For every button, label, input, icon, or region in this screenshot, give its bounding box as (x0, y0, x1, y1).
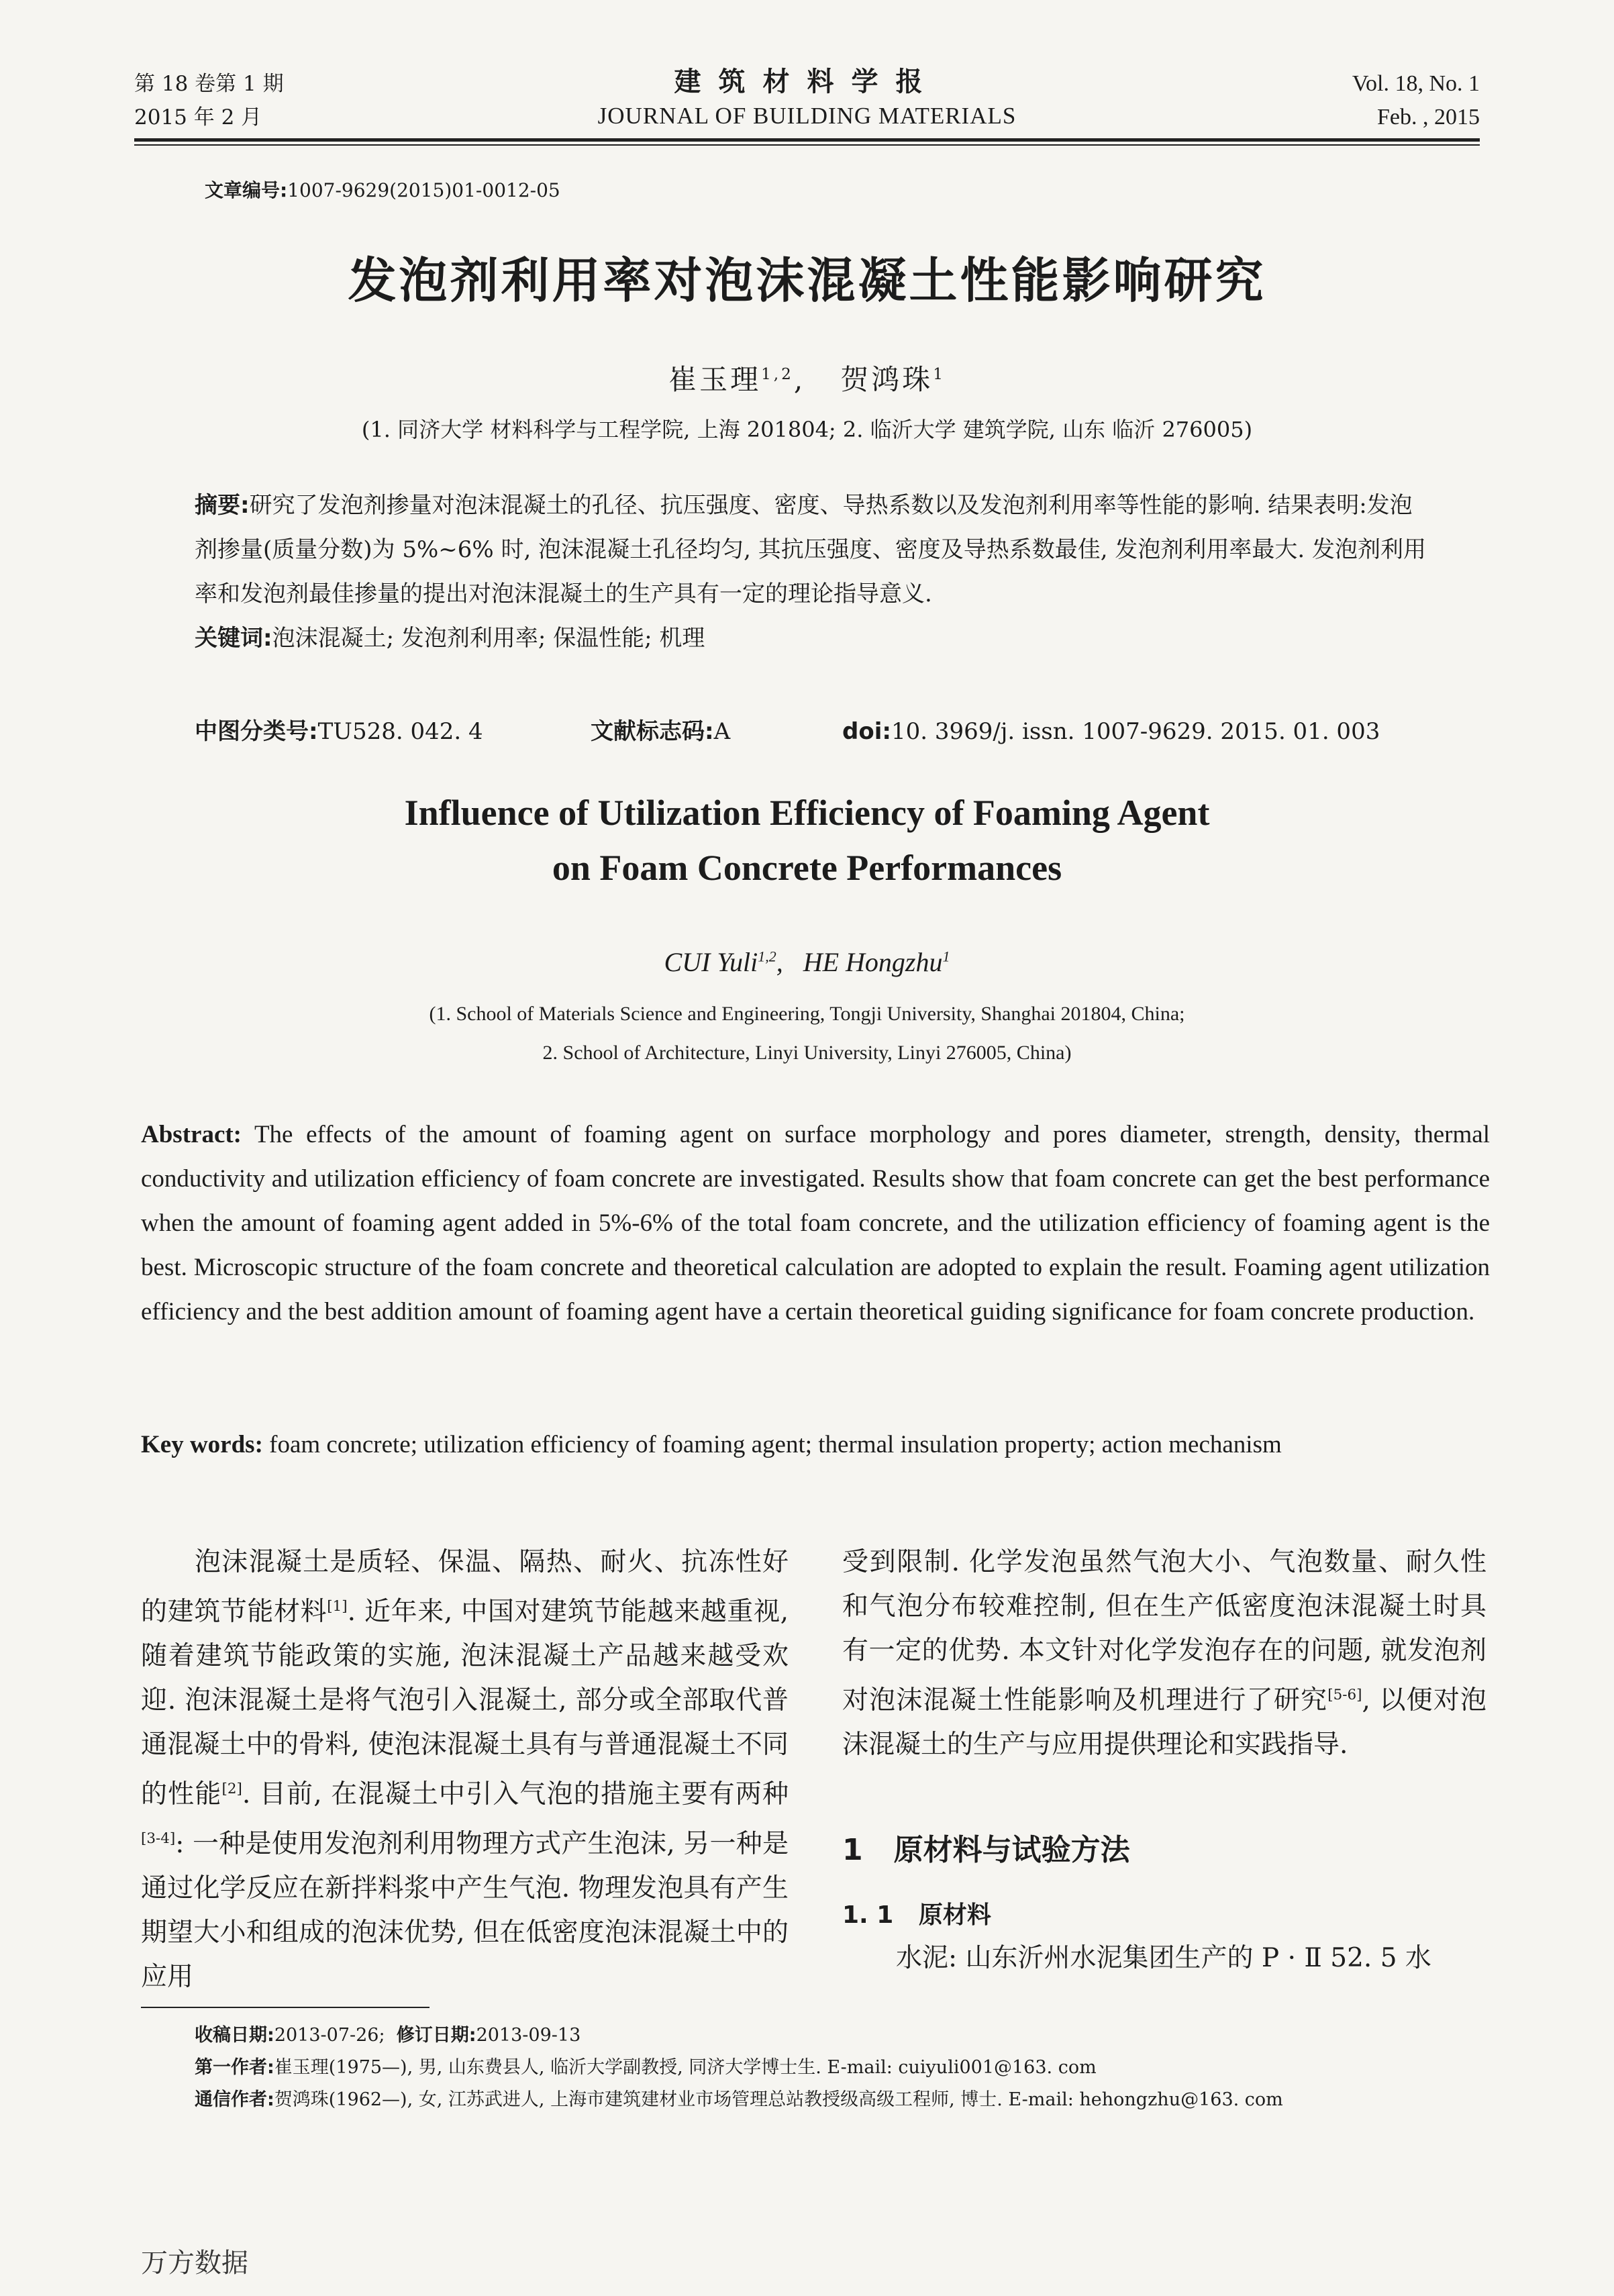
header-volume-en (1352, 67, 1480, 134)
header-rule-thin (134, 144, 1480, 146)
revised-date: 2013-09-13 (476, 2025, 581, 2046)
body-text: 受到限制. 化学发泡虽然气泡大小、气泡数量、耐久性和气泡分布较难控制, 但在生产低密度泡沫混凝土时具有一定的优势. 本文针对化学发泡存在的问题, 就发泡剂对泡沫混凝土性能影响及机理进行了研究 (842, 1547, 1486, 1715)
body-left-column (141, 1540, 789, 1999)
doi (842, 718, 1380, 745)
title-en-line2: on Foam Concrete Performances (552, 848, 1062, 888)
section-1-1-number: 1. 1 (842, 1901, 894, 1929)
abstract-cn (195, 483, 1426, 660)
clc-label: 中图分类号: (195, 718, 318, 745)
body-text: , 以便对泡沫混凝土的生产与应用提供理论和实践指导. (842, 1685, 1486, 1760)
abstract-en-text: The effects of the amount of foaming agent on surface morphology and pores diameter, strength, density, thermal conductivity and utilization efficiency of foam concrete are investigated. Results show that foam concrete can get the best performance when the amount of foaming agent added in 5%-6% of the total foam concrete, and the utilization efficiency of foaming agent is the best. Microscopic structure of the foam concrete and theoretical calculation are adopted to explain the result. Foaming agent utilization efficiency and the best addition amount of foaming agent have a certain theoretical guiding significance for foam concrete production. (141, 1121, 1490, 1326)
doi-value: 10. 3969/j. issn. 1007-9629. 2015. 01. 003 (891, 718, 1380, 745)
classification-row (195, 713, 1380, 746)
author-1-en-sup: 1,2 (758, 948, 776, 965)
section-1-1-heading (842, 1896, 991, 1930)
author-2-en: HE Hongzhu (803, 947, 943, 977)
abstract-cn-text: 研究了发泡剂掺量对泡沫混凝土的孔径、抗压强度、密度、导热系数以及发泡剂利用率等性能的影响. 结果表明:发泡剂掺量(质量分数)为 5%~6% 时, 泡沫混凝土孔径均匀, 其抗压强度、密度及导热系数最佳, 发泡剂利用率最大. 发泡剂利用率和发泡剂最佳掺量的提出对泡沫混凝土的生产具有一定的理论指导意义. (195, 492, 1426, 607)
volume-en: Vol. 18, No. 1 (1352, 71, 1480, 96)
keywords-en-label: Key words: (141, 1431, 263, 1458)
affiliation-en (0, 995, 1614, 1072)
affiliation-en-line2: 2. School of Architecture, Linyi University, Linyi 276005, China) (542, 1042, 1072, 1064)
authors-en (0, 946, 1614, 978)
article-number-label: 文章编号: (205, 179, 288, 201)
journal-name-cn: 建筑材料学报 (674, 66, 940, 97)
doc-code-label: 文献标志码: (591, 718, 714, 745)
volume-cn: 第 18 卷第 1 期 (134, 72, 284, 96)
section-1-heading (842, 1826, 1130, 1868)
article-number (205, 176, 560, 203)
keywords-en (141, 1423, 1490, 1467)
citation-1: [1] (327, 1598, 348, 1615)
article-number-value: 1007-9629(2015)01-0012-05 (287, 179, 560, 201)
section-1-title: 原材料与试验方法 (893, 1833, 1130, 1867)
header-rule (134, 138, 1480, 142)
abstract-en-label: Abstract: (141, 1121, 242, 1148)
title-en (0, 785, 1614, 895)
date-cn: 2015 年 2 月 (134, 105, 262, 130)
date-en: Feb. , 2015 (1377, 105, 1480, 130)
corr-author-label: 通信作者: (195, 2089, 274, 2110)
body-paragraph-1-cont (842, 1540, 1486, 1767)
keywords-cn (195, 616, 1426, 660)
watermark: 万方数据 (141, 2248, 248, 2279)
doi-label: doi: (842, 718, 891, 745)
revised-label: 修订日期: (396, 2025, 476, 2046)
keywords-en-text: foam concrete; utilization efficiency of foaming agent; thermal insulation property; action mechanism (269, 1431, 1282, 1458)
citation-2: [2] (221, 1781, 242, 1797)
footnote-first-author (195, 2052, 1470, 2083)
authors-cn (0, 358, 1614, 398)
section-1-number: 1 (842, 1833, 863, 1867)
body-right-column (842, 1540, 1486, 1767)
affiliation-cn: (1. 同济大学 材料科学与工程学院, 上海 201804; 2. 临沂大学 建筑学院, 山东 临沂 276005) (361, 417, 1253, 442)
keywords-cn-text: 泡沫混凝土; 发泡剂利用率; 保温性能; 机理 (272, 625, 705, 652)
body-text: . 目前, 在混凝土中引入气泡的措施主要有两种 (242, 1779, 789, 1809)
received-date: 2013-07-26; (274, 2025, 385, 2046)
received-label: 收稿日期: (195, 2025, 274, 2046)
footnote-dates (195, 2020, 1470, 2051)
section-1-1-text: 水泥: 山东沂州水泥集团生产的 P · Ⅱ 52. 5 水 (896, 1943, 1431, 1973)
author-sep-cn: , (793, 363, 817, 396)
abstract-cn-label: 摘要: (195, 492, 250, 519)
affiliation-en-line1: (1. School of Materials Science and Engineering, Tongji University, Shanghai 201804, China; (429, 1003, 1185, 1025)
clc-value: TU528. 042. 4 (317, 718, 483, 745)
author-2-en-sup: 1 (942, 948, 950, 965)
body-text: 泡沫混凝土是质轻、保温、隔热、耐火、抗冻性好的建筑节能材料 (141, 1547, 789, 1627)
keywords-cn-label: 关键词: (195, 625, 272, 652)
title-cn: 发泡剂利用率对泡沫混凝土性能影响研究 (348, 252, 1266, 309)
citation-3-4: [3-4] (141, 1830, 176, 1847)
first-author-label: 第一作者: (195, 2057, 274, 2078)
first-author-text: 崔玉理(1975—), 男, 山东费县人, 临沂大学副教授, 同济大学博士生. E-mail: cuiyuli001@163. com (274, 2057, 1097, 2078)
title-en-line1: Influence of Utilization Efficiency of Foaming Agent (404, 793, 1210, 833)
author-1-en: CUI Yuli (664, 947, 758, 977)
author-1-cn-sup: 1,2 (761, 366, 794, 383)
author-1-cn: 崔玉理 (668, 363, 762, 396)
journal-name-en: JOURNAL OF BUILDING MATERIALS (597, 103, 1017, 129)
body-text: : 一种是使用发泡剂利用物理方式产生泡沫, 另一种是通过化学反应在新拌料浆中产生气泡. 物理发泡具有产生期望大小和组成的泡沫优势, 但在低密度泡沫混凝土中的应用 (141, 1829, 789, 1992)
corr-author-text: 贺鸿珠(1962—), 女, 江苏武进人, 上海市建筑建材业市场管理总站教授级高级工程师, 博士. E-mail: hehongzhu@163. com (274, 2089, 1283, 2110)
doc-code (591, 713, 842, 746)
body-text: . 近年来, 中国对建筑节能越来越重视, 随着建筑节能政策的实施, 泡沫混凝土产品越来越受欢迎. 泡沫混凝土是将气泡引入混凝土, 部分或全部取代普通混凝土中的骨料, 使泡沫混凝土具有与普通混凝土不同的性能 (141, 1597, 789, 1809)
footnote-corresponding-author (195, 2085, 1470, 2115)
footnote-rule (141, 2007, 430, 2008)
citation-5-6: [5-6] (1327, 1687, 1362, 1703)
author-sep-en: , (776, 947, 790, 977)
section-1-1-title: 原材料 (918, 1901, 991, 1929)
clc (195, 713, 591, 746)
author-2-cn: 贺鸿珠 (840, 363, 934, 396)
abstract-en (141, 1113, 1490, 1334)
body-paragraph-1 (141, 1540, 789, 1999)
doc-code-value: A (713, 718, 731, 745)
author-2-cn-sup: 1 (933, 366, 946, 383)
